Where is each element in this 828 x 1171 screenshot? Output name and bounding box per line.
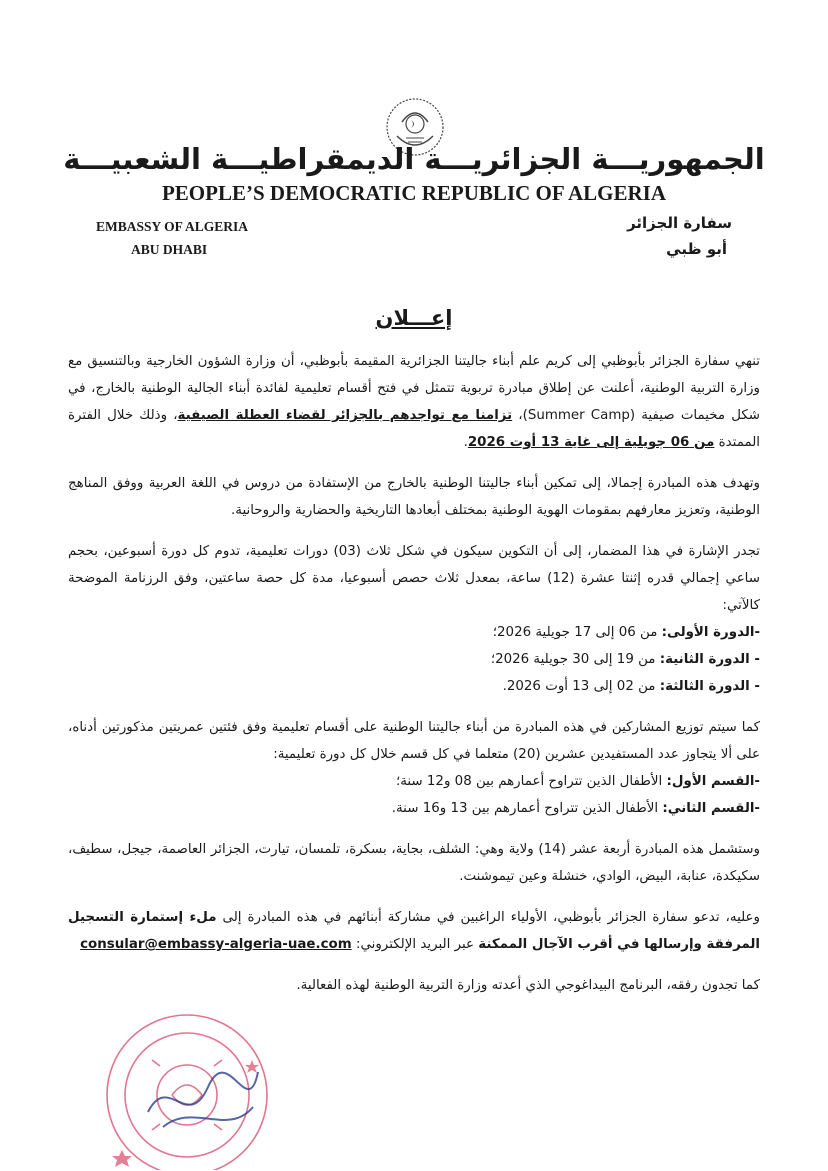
paragraph-training <box>68 538 760 700</box>
paragraph-provinces: وستشمل هذه المبادرة أربعة عشر (14) ولاية وهي: الشلف، بجاية، بسكرة، تلمسان، تيارت، الجزائر العاصمة، جيجل، سطيف، سكيكدة، عنابة، البيض، الوادي، خنشلة وعين تيموشنت. <box>68 842 760 884</box>
paragraph-distribution <box>68 714 760 822</box>
session-item <box>68 619 760 646</box>
section-item <box>68 768 760 795</box>
session-dates: من 19 إلى 30 جويلية 2026؛ <box>490 652 660 667</box>
section-ages: الأطفال الذين تتراوح أعمارهم بين 08 و12 سنة؛ <box>395 774 667 789</box>
training-text: تجدر الإشارة في هذا المضمار، إلى أن التكوين سيكون في شكل ثلاث (03) دورات تعليمية، تدوم كل دورة أسبوعين، بحجم ساعي إجمالي قدره إثنتا عشرة (12) ساعة، بمعدل ثلاث حصص أسبوعيا، مدة كل حصة ساعتين، وفق الرزنامة الموضحة كالآتي: <box>68 544 760 613</box>
session-label: -الدورة الأولى: <box>661 625 760 640</box>
distribution-text: كما سيتم توزيع المشاركين في هذه المبادرة من أبناء جاليتنا الوطنية على أقسام تعليمية وفق فئتين عمريتين مذكورتين أدناه، على ألا يتجاوز عدد المستفيدين عشرين (20) متعلما في كل قسم خلال كل دورة تعليمية: <box>68 720 760 762</box>
country-title-arabic: الجمهوريـــة الجزائريـــة الديمقراطيـــة الشعبيـــة <box>63 142 765 176</box>
section-ages: الأطفال الذين تتراوح أعمارهم بين 13 و16 سنة. <box>391 801 663 816</box>
section-label: -القسم الثاني: <box>662 801 760 816</box>
announcement-body <box>68 348 760 1013</box>
session-label: - الدورة الثانية: <box>659 652 760 667</box>
session-item <box>68 646 760 673</box>
embassy-name-english: EMBASSY OF ALGERIA <box>96 219 249 234</box>
intro-text-continued: ، وذلك خلال الفترة الممتدة <box>68 408 760 450</box>
session-dates: من 02 إلى 13 أوت 2026. <box>502 679 660 694</box>
registration-highlight: ملء إستمارة التسجيل المرفقة وإرسالها في أقرب الآجال الممكنة <box>68 910 760 952</box>
paragraph-intro <box>68 348 760 456</box>
section-item <box>68 795 760 822</box>
intro-text: تنهي سفارة الجزائر بأبوظبي إلى كريم علم أبناء جاليتنا الجزائرية المقيمة بأبوظبي، أن وزارة الشؤون الخارجية وبالتنسيق مع وزارة التربية الوطنية، أعلنت عن إطلاق مبادرة تربوية تتمثل في فتح أقسام تعليمية لفائدة أبناء الجالية الوطنية بالخارج، في شكل مخيمات صيفية (Summer Camp)، <box>68 354 760 423</box>
intro-highlight-stay: تزامنا مع تواجدهم بالجزائر لقضاء العطلة الصيفية <box>177 408 513 423</box>
handwritten-signature-icon <box>138 1052 268 1147</box>
paragraph-attachment: كما تجدون رفقه، البرنامج البيداغوجي الذي أعدته وزارة التربية الوطنية لهذه الفعالية. <box>296 978 760 993</box>
registration-email-label: عبر البريد الإلكتروني: <box>351 937 479 952</box>
registration-email-link[interactable]: consular@embassy-algeria-uae.com <box>80 937 352 952</box>
intro-highlight-period: من 06 جويلية إلى غاية 13 أوت 2026 <box>467 435 715 450</box>
session-item <box>68 673 760 700</box>
city-name-arabic: أبو ظبي <box>666 240 727 258</box>
registration-text: وعليه، تدعو سفارة الجزائر بأبوظبي، الأولياء الراغبين في مشاركة أبنائهم في هذه المبادرة إلى <box>216 910 760 925</box>
paragraph-goals: وتهدف هذه المبادرة إجمالا، إلى تمكين أبناء جاليتنا الوطنية بالخارج من الإستفادة من دروس في اللغة العربية ووفق المناهج الوطنية، وتعزيز معارفهم بمقومات الهوية الوطنية بمختلف أبعادها التاريخية والحضارية والروحانية. <box>68 476 760 518</box>
session-dates: من 06 إلى 17 جويلية 2026؛ <box>492 625 662 640</box>
city-name-english: ABU DHABI <box>131 242 208 257</box>
paragraph-registration <box>68 904 760 958</box>
intro-text-end: . <box>463 435 468 450</box>
announcement-heading: إعـــلان <box>375 306 453 330</box>
session-label: - الدورة الثالثة: <box>659 679 760 694</box>
embassy-name-arabic: سفارة الجزائر <box>627 214 732 232</box>
section-label: -القسم الأول: <box>666 774 760 789</box>
country-title-english: PEOPLE’S DEMOCRATIC REPUBLIC OF ALGERIA <box>161 181 667 205</box>
